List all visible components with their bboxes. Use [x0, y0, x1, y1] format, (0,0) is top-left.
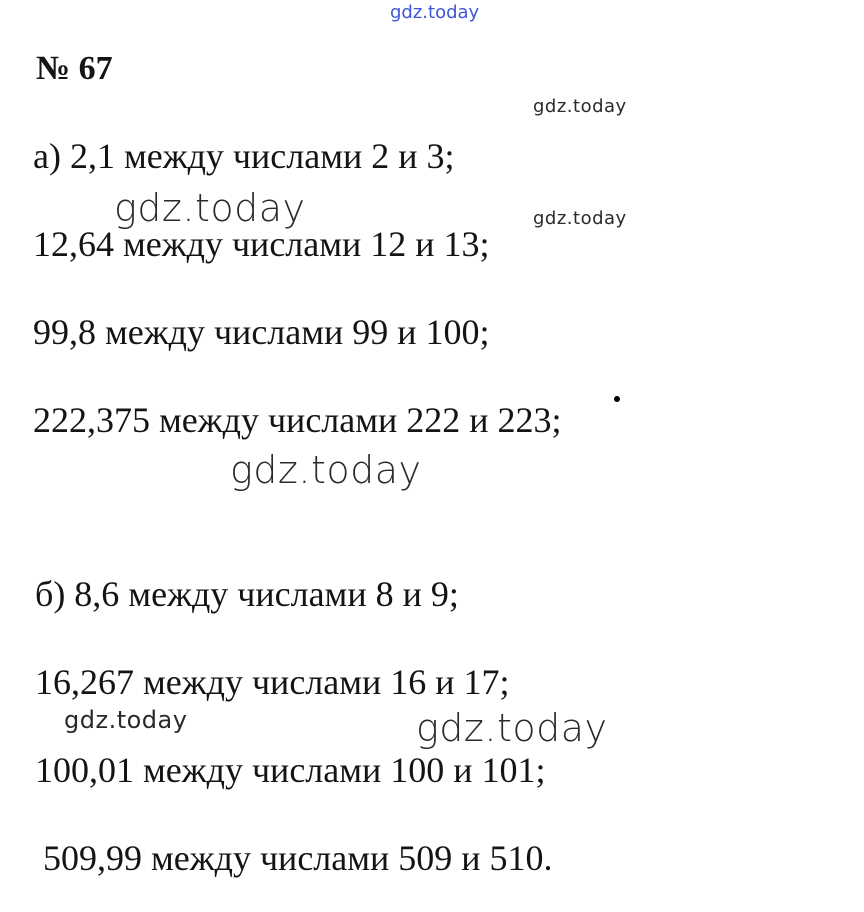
answer-line: а) 2,1 между числами 2 и 3; — [33, 136, 455, 176]
answer-line: б) 8,6 между числами 8 и 9; — [35, 574, 459, 614]
stray-dot — [614, 396, 620, 402]
problem-number: № 67 — [36, 50, 113, 87]
watermark-small: gdz.today — [533, 96, 627, 117]
watermark-large: gdz.today — [114, 186, 306, 230]
watermark-small: gdz.today — [533, 208, 627, 229]
answer-line: 509,99 между числами 509 и 510. — [43, 838, 553, 878]
answer-line: 222,375 между числами 222 и 223; — [33, 400, 562, 440]
answer-line: 16,267 между числами 16 и 17; — [35, 662, 510, 702]
answer-line: 100,01 между числами 100 и 101; — [35, 750, 546, 790]
watermark-large: gdz.today — [416, 706, 608, 750]
watermark-top: gdz.today — [390, 2, 480, 23]
answer-line: 99,8 между числами 99 и 100; — [33, 312, 490, 352]
answer-line: 12,64 между числами 12 и 13; — [33, 224, 490, 264]
watermark-large: gdz.today — [230, 448, 422, 492]
watermark-medium: gdz.today — [64, 706, 188, 734]
